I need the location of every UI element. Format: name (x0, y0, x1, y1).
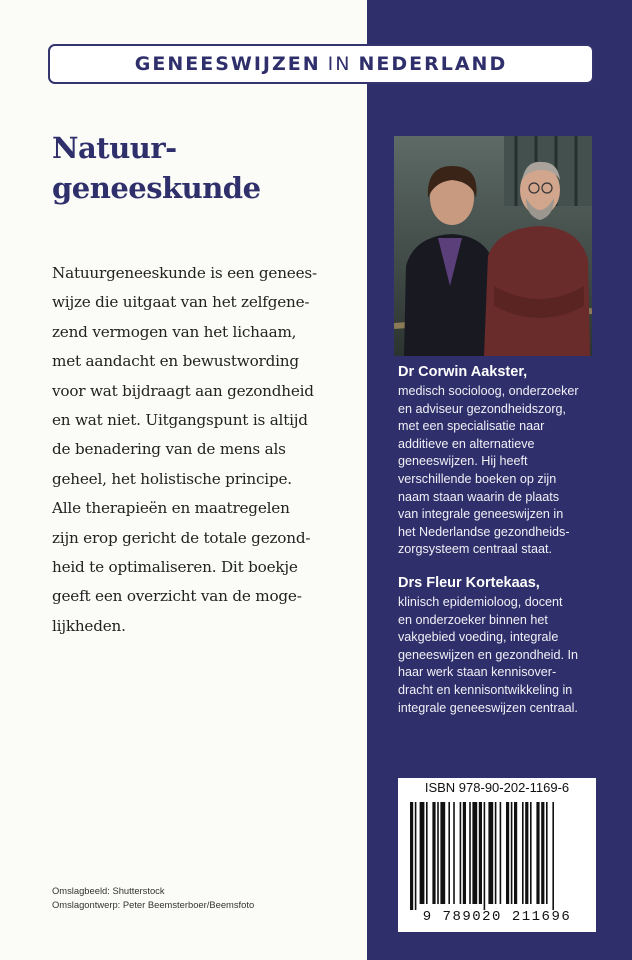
barcode-box (398, 778, 596, 932)
barcode-bar (448, 802, 450, 904)
barcode-bar (469, 802, 471, 904)
barcode-bar (410, 802, 413, 910)
bio-line: additieve en alternatieve (398, 436, 535, 451)
bio-line: met een specialisatie naar (398, 419, 545, 434)
author-bio (398, 573, 598, 717)
bio-line: het Nederlandse gezondheids- (398, 524, 570, 539)
bio-line: integrale geneeswijzen centraal. (398, 700, 578, 715)
blurb-line: lijkheden. (52, 616, 126, 635)
bio-line: vakgebied voeding, integrale (398, 630, 559, 645)
bio-line: dracht en kennisontwikkeling in (398, 682, 573, 697)
series-banner (48, 44, 594, 84)
barcode-bar (479, 802, 482, 904)
blurb-line: Alle therapieën en maatregelen (52, 499, 290, 518)
blurb-line: heid te optimaliseren. Dit boekje (52, 558, 298, 577)
barcode-bar (463, 802, 466, 904)
barcode-bar (522, 802, 524, 904)
barcode-bar (546, 802, 548, 904)
credit-line: Omslagontwerp: Peter Beemsterboer/Beemsfoto (52, 899, 255, 910)
bio-line: van integrale geneeswijzen in (398, 507, 564, 522)
bio-line: naam staan waarin de plaats (398, 489, 560, 504)
bio-line: klinisch epidemioloog, docent (398, 594, 563, 609)
barcode-digits: 9 789020 211696 (422, 909, 572, 925)
bio-line: geneeswijzen. Hij heeft (398, 454, 528, 469)
credit-line: Omslagbeeld: Shutterstock (52, 885, 165, 896)
bio-line: zorgsysteem centraal staat. (398, 542, 552, 557)
blurb-line: geheel, het holistische principe. (52, 469, 292, 488)
barcode-bar (530, 802, 532, 904)
barcode-bar (514, 802, 517, 904)
blurb-line: wijze die uitgaat van het zelfgene- (52, 293, 310, 312)
barcode-bar (511, 802, 513, 904)
author-bio (398, 362, 598, 559)
blurb-line: zend vermogen van het lichaam, (52, 322, 297, 341)
bio-line: medisch socioloog, onderzoeker (398, 384, 579, 398)
barcode-bar (420, 802, 425, 904)
blurb-line: zijn erop gericht de totale gezond- (52, 528, 311, 547)
bio-line: en adviseur gezondheidszorg, (398, 401, 567, 416)
barcode-bar (525, 802, 528, 904)
bio-line: verschillende boeken op zijn (398, 471, 557, 486)
blurb-line: voor wat bijdraagt aan gezondheid (52, 381, 314, 400)
barcode-bar (426, 802, 428, 904)
series-word-2: NEDERLAND (358, 53, 508, 75)
barcode-bar (488, 802, 493, 904)
blurb-line: met aandacht en bewustwording (52, 352, 299, 371)
barcode-bar (495, 802, 497, 904)
barcode (410, 802, 584, 910)
blurb-line: geeft een overzicht van de moge- (52, 587, 302, 606)
barcode-bar (415, 802, 417, 910)
cover-credits (52, 884, 254, 912)
author-name: Drs Fleur Kortekaas, (398, 574, 540, 591)
barcode-bar (437, 802, 439, 904)
blurb-line: en wat niet. Uitgangspunt is altijd (52, 411, 308, 430)
barcode-bar (440, 802, 445, 904)
blurb-text (52, 259, 352, 641)
blurb-line: Natuurgeneeskunde is een genees- (52, 264, 317, 282)
barcode-bar (484, 802, 486, 910)
barcode-bar (541, 802, 544, 904)
barcode-bar (536, 802, 539, 904)
series-word-1: GENEESWIJZEN (134, 53, 321, 75)
barcode-bar (552, 802, 554, 910)
bio-line: geneeswijzen en gezondheid. In (398, 647, 578, 662)
book-title (52, 128, 352, 208)
barcode-bar (453, 802, 455, 904)
author-name: Dr Corwin Aakster, (398, 364, 528, 380)
barcode-bar (506, 802, 509, 904)
barcode-bar (472, 802, 477, 904)
bio-line: en onderzoeker binnen het (398, 612, 548, 627)
author-bios (398, 362, 598, 731)
title-line: geneeskunde (52, 171, 261, 205)
barcode-bar (500, 802, 502, 904)
title-line: Natuur- (52, 131, 177, 165)
series-word-in: IN (327, 53, 352, 75)
blurb-line: de benadering van de mens als (52, 440, 286, 459)
barcode-bar (432, 802, 435, 904)
bio-line: haar werk staan kennisover- (398, 665, 557, 680)
barcode-bar (460, 802, 462, 904)
isbn-label: ISBN 978-90-202-1169-6 (424, 780, 570, 795)
author-photo (394, 136, 592, 356)
